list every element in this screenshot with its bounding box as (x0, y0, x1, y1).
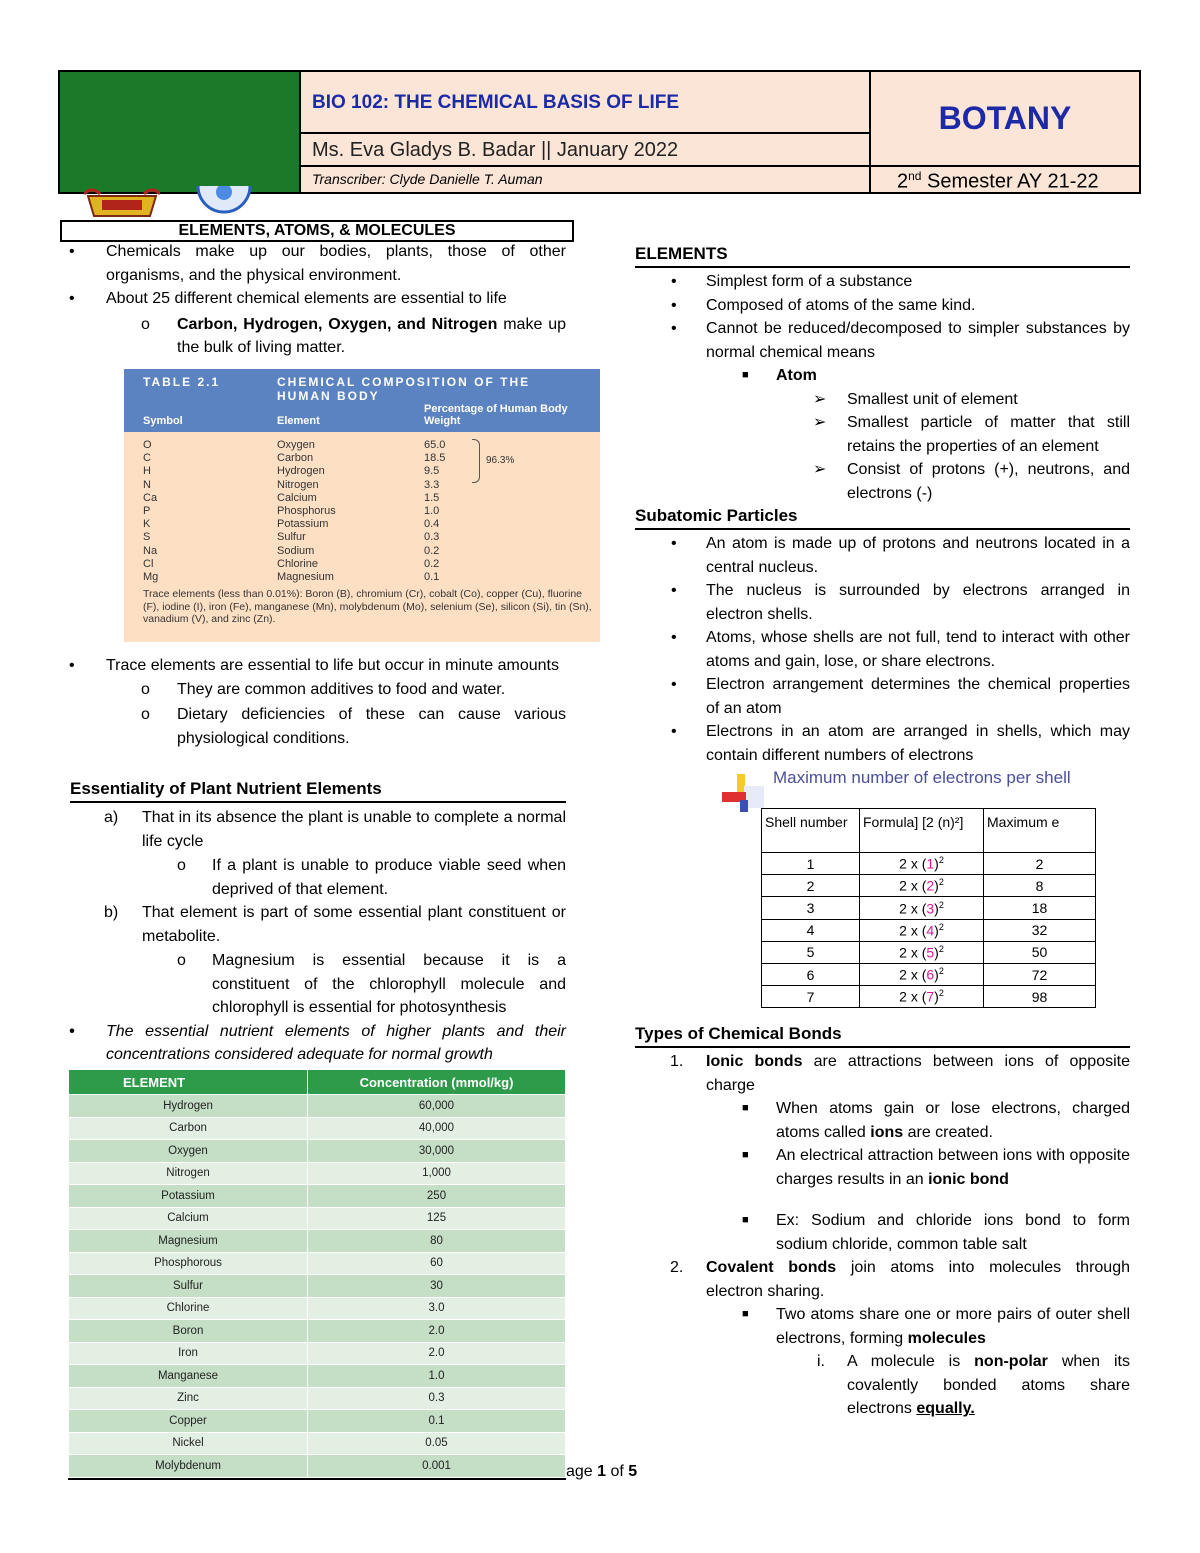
table-2-1-cell-symbol: S (143, 531, 151, 544)
school-seal-icon (84, 186, 160, 222)
square-bullet-item: ■ An electrical attraction between ions with opposite charges results in an ionic bond (742, 1147, 1130, 1188)
table-row (762, 986, 1096, 1008)
table-2-1-cell-pct: 0.2 (424, 544, 440, 557)
col-element: ELEMENT (69, 1070, 308, 1095)
elements-list (635, 270, 1130, 505)
cell-formula: 2 x $(2)^2$ (860, 875, 984, 897)
cell-element: Zinc (69, 1387, 308, 1410)
table-label: TABLE 2.1 (143, 375, 221, 389)
cell-element: Calcium (69, 1207, 308, 1230)
table-row (69, 1410, 566, 1433)
cell-conc: 2.0 (308, 1342, 566, 1365)
cell-conc: 0.05 (308, 1432, 566, 1455)
table-2-1-cell-pct: 3.3 (424, 478, 440, 491)
cell-shell-number: 3 (762, 897, 860, 919)
cell-shell-number: 7 (762, 986, 860, 1008)
table-title: CHEMICAL COMPOSITION OF THE HUMAN BODY (277, 375, 531, 403)
cell-max-electrons: 8 (984, 875, 1096, 897)
table-2-1-cell-pct: 9.5 (424, 465, 440, 478)
brace-label: 96.3% (486, 455, 515, 466)
cell-conc: 60 (308, 1252, 566, 1275)
nutrient-concentration-table (68, 1069, 566, 1478)
cell-max-electrons: 98 (984, 986, 1096, 1008)
cell-element: Potassium (69, 1185, 308, 1208)
electrons-per-shell-table (761, 808, 1096, 1008)
cell-element: Nickel (69, 1432, 308, 1455)
table-2-1-cell-element: Oxygen (277, 439, 315, 451)
bullet-item: • Electron arrangement determines the chemical properties of an atom (671, 676, 1130, 717)
logo-panel (60, 72, 301, 192)
table-row (69, 1297, 566, 1320)
elements-heading: ELEMENTS (635, 242, 1130, 268)
cell-element: Magnesium (69, 1230, 308, 1253)
essentiality-heading: Essentiality of Plant Nutrient Elements (70, 777, 566, 803)
college-seal-icon (196, 186, 252, 216)
intro-bullets (66, 240, 566, 360)
table-2-1-cell-pct: 0.1 (424, 571, 440, 583)
table-2-1-cell-element: Chlorine (277, 557, 318, 570)
table-row (762, 941, 1096, 963)
table-2-1-cell-pct: 0.2 (424, 557, 440, 570)
section-title-elements-atoms: ELEMENTS, ATOMS, & MOLECULES (60, 220, 574, 242)
table-2-1-cell-element: Magnesium (277, 571, 334, 583)
table-row (69, 1365, 566, 1388)
list-item: 2. Covalent bonds join atoms into molecules through electron sharing. (670, 1259, 1131, 1300)
cell-conc: 1,000 (308, 1162, 566, 1185)
cell-shell-number: 1 (762, 853, 860, 875)
cell-element: Sulfur (69, 1275, 308, 1298)
cell-formula: 2 x $(7)^2$ (860, 986, 984, 1008)
table-2-1-cell-element: Phosphorus (277, 505, 336, 517)
table-row (762, 963, 1096, 985)
col-element: Element (277, 415, 320, 427)
table-2-1-cell-element: Sulfur (277, 531, 306, 544)
table-row (69, 1140, 566, 1163)
cell-element: Oxygen (69, 1140, 308, 1163)
nutrient-rows (69, 1095, 566, 1478)
list-item: a) That in its absence the plant is unable to complete a normal life cycle (104, 809, 566, 850)
table-2-1-cell-element: Calcium (277, 491, 317, 504)
sub-bullet-item: o Dietary deficiencies of these can cause various physiological conditions. (141, 706, 566, 747)
table-2-1-cell-element: Sodium (277, 544, 315, 557)
arrow-item: ➢ Smallest unit of element (813, 390, 1018, 408)
bullet-item: • Composed of atoms of the same kind. (671, 296, 976, 314)
header-subject-panel (871, 72, 1139, 192)
table-2-1-cell-element: Carbon (277, 452, 314, 465)
cell-conc: 125 (308, 1207, 566, 1230)
table-2-1-cell-symbol: K (143, 518, 151, 531)
cell-element: Nitrogen (69, 1162, 308, 1185)
shell-table-title: Maximum number of electrons per shell (773, 768, 1071, 787)
bullet-item: • Chemicals make up our bodies, plants, those of other organisms, and the physical environment. (69, 243, 566, 284)
italic-note: • The essential nutrient elements of higher plants and their concentrations considered adequate for normal growth (69, 1022, 566, 1063)
bullet-item: • Simplest form of a substance (671, 273, 913, 290)
table-2-1-cell-symbol: P (143, 505, 151, 517)
cell-element: Molybdenum (69, 1455, 308, 1478)
table-row (69, 1162, 566, 1185)
subatomic-list (635, 532, 1130, 767)
table-row (69, 1252, 566, 1275)
cell-element: Carbon (69, 1117, 308, 1140)
bullet-item: • Trace elements are essential to life but occur in minute amounts (69, 657, 559, 674)
cell-formula: 2 x $(5)^2$ (860, 941, 984, 963)
list-item: 1. Ionic bonds are attractions between ions of opposite charge (670, 1053, 1130, 1094)
arrow-item: ➢ Smallest particle of matter that still retains the properties of an element (813, 414, 1130, 455)
table-2-1-cell-symbol: N (143, 478, 151, 491)
cell-conc: 250 (308, 1185, 566, 1208)
square-bullet-item: ■ Two atoms share one or more pairs of outer shell electrons, forming molecules (742, 1306, 1130, 1347)
table-row (69, 1230, 566, 1253)
essentiality-list (66, 806, 566, 1067)
cell-formula: 2 x $(4)^2$ (860, 919, 984, 941)
cell-conc: 2.0 (308, 1320, 566, 1343)
cell-element: Iron (69, 1342, 308, 1365)
sub-bullet-item: o If a plant is unable to produce viable seed when deprived of that element. (177, 857, 566, 898)
table-2-1-cell-pct: 1.0 (424, 505, 440, 517)
bullet-item: • The nucleus is surrounded by electrons arranged in electron shells. (671, 582, 1130, 623)
table-row (69, 1207, 566, 1230)
cell-conc: 0.3 (308, 1387, 566, 1410)
page-number: age 1 of 5 (566, 1463, 638, 1480)
cell-shell-number: 4 (762, 919, 860, 941)
bullet-item: • Cannot be reduced/decomposed to simpler substances by normal chemical means (671, 320, 1130, 361)
table-2-1-cell-symbol: C (143, 452, 151, 465)
cell-conc: 3.0 (308, 1297, 566, 1320)
decor-bar (740, 800, 748, 812)
subject-title: BOTANY (871, 72, 1139, 167)
table-row (69, 1095, 566, 1118)
subatomic-heading: Subatomic Particles (635, 504, 1130, 530)
header-info (301, 72, 871, 192)
cell-shell-number: 5 (762, 941, 860, 963)
table-footnote: Trace elements (less than 0.01%): Boron (B), chromium (Cr), cobalt (Co), copper (Cu), fluorine (F), iodine (I), iron (Fe), manganese (Mn), molybdenum (Mo), selenium (Se), silicon (Si), tin (Sn), vanadium (V), and zinc (Zn). (143, 588, 592, 625)
cell-max-electrons: 50 (984, 941, 1096, 963)
cell-conc: 30,000 (308, 1140, 566, 1163)
table-2-1-cell-symbol: Na (143, 544, 158, 557)
table-row (69, 1320, 566, 1343)
cell-element: Copper (69, 1410, 308, 1433)
cell-formula: 2 x $(1)^2$ (860, 853, 984, 875)
table-bottom-rule (68, 1478, 566, 1480)
cell-conc: 0.001 (308, 1455, 566, 1478)
table-2-1-cell-symbol: O (143, 439, 152, 451)
bullet-item: • Atoms, whose shells are not full, tend to interact with other atoms and gain, lose, or share electrons. (671, 629, 1130, 670)
table-row (69, 1185, 566, 1208)
table-row (69, 1275, 566, 1298)
cell-conc: 60,000 (308, 1095, 566, 1118)
table-2-1-cell-symbol: Ca (143, 491, 158, 504)
bonds-list (635, 1050, 1130, 1421)
cell-element: Phosphorous (69, 1252, 308, 1275)
table-row (762, 897, 1096, 919)
table-row (762, 875, 1096, 897)
arrow-item: ➢ Consist of protons (+), neutrons, and electrons (-) (813, 461, 1130, 502)
cell-element: Hydrogen (69, 1095, 308, 1118)
col-symbol: Symbol (143, 415, 183, 427)
roman-item: i. A molecule is non-polar when its covalently bonded atoms share electrons equally. (817, 1353, 1130, 1417)
cell-max-electrons: 2 (984, 853, 1096, 875)
cell-conc: 40,000 (308, 1117, 566, 1140)
sub-bullet-item: o Carbon, Hydrogen, Oxygen, and Nitrogen make up the bulk of living matter. (141, 315, 566, 356)
col-shell: Shell number (762, 809, 860, 853)
bullet-item: • About 25 different chemical elements are essential to life (69, 290, 507, 307)
cell-max-electrons: 72 (984, 963, 1096, 985)
col-concentration: Concentration (mmol/kg) (308, 1070, 566, 1095)
table-row (69, 1342, 566, 1365)
atom-item: ■ Atom (742, 367, 817, 384)
table-2-1-cell-pct: 0.3 (424, 531, 440, 544)
sub-bullet-item: o They are common additives to food and water. (141, 680, 506, 698)
cell-max-electrons: 18 (984, 897, 1096, 919)
bullet-item: • An atom is made up of protons and neutrons located in a central nucleus. (671, 535, 1130, 576)
table-2-1-cell-pct: 0.4 (424, 518, 440, 531)
table-row (69, 1432, 566, 1455)
table-2-1-cell-pct: 18.5 (424, 452, 446, 465)
bonds-heading: Types of Chemical Bonds (635, 1022, 1130, 1048)
table-2-1-cell-pct: 1.5 (424, 491, 440, 504)
table-row (762, 853, 1096, 875)
table-2-1-cell-symbol: Cl (143, 557, 154, 570)
shell-rows (762, 853, 1096, 1008)
semester-line: 2nd Semester AY 21-22 (897, 169, 1099, 193)
cell-shell-number: 2 (762, 875, 860, 897)
cell-conc: 80 (308, 1230, 566, 1253)
teacher-line: Ms. Eva Gladys B. Badar || January 2022 (301, 134, 871, 167)
table-2-1-cell-element: Nitrogen (277, 478, 319, 491)
col-formula: Formula] [2 (n)²] (860, 809, 984, 853)
cell-formula: 2 x $(6)^2$ (860, 963, 984, 985)
table-row (69, 1387, 566, 1410)
cell-conc: 1.0 (308, 1365, 566, 1388)
cell-element: Chlorine (69, 1297, 308, 1320)
cell-conc: 30 (308, 1275, 566, 1298)
bullet-item: • Electrons in an atom are arranged in shells, which may contain different numbers of electrons (671, 723, 1130, 764)
table-2-1-cell-pct: 65.0 (424, 439, 446, 451)
cell-max-electrons: 32 (984, 919, 1096, 941)
table-2-1-cell-element: Potassium (277, 518, 329, 531)
table-2-1-cell-symbol: Mg (143, 571, 159, 583)
transcriber-line: Transcriber: Clyde Danielle T. Auman (312, 171, 543, 187)
cell-formula: 2 x $(3)^2$ (860, 897, 984, 919)
table-2-1-cell-symbol: H (143, 465, 151, 478)
table-2-1-cell-element: Hydrogen (277, 465, 325, 478)
square-bullet-item: ■ Ex: Sodium and chloride ions bond to form sodium chloride, common table salt (742, 1212, 1130, 1253)
list-item: b) That element is part of some essential plant constituent or metabolite. (104, 904, 566, 945)
cell-element: Boron (69, 1320, 308, 1343)
col-max: Maximum e (984, 809, 1096, 853)
sub-bullet-item: o Magnesium is essential because it is a constituent of the chlorophyll molecule and chlorophyll is essential for photosynthesis (177, 952, 566, 1016)
table-row (69, 1455, 566, 1478)
cell-shell-number: 6 (762, 963, 860, 985)
trace-bullets (66, 654, 566, 750)
brace (472, 439, 480, 483)
course-title: BIO 102: THE CHEMICAL BASIS OF LIFE (301, 72, 871, 134)
table-2-1-human-body-composition (124, 369, 600, 642)
cell-element: Manganese (69, 1365, 308, 1388)
document-header (58, 70, 1141, 194)
col-percentage: Percentage of Human Body Weight (424, 403, 568, 427)
table-row (69, 1117, 566, 1140)
square-bullet-item: ■ When atoms gain or lose electrons, charged atoms called ions are created. (742, 1100, 1130, 1141)
cell-conc: 0.1 (308, 1410, 566, 1433)
table-row (762, 919, 1096, 941)
